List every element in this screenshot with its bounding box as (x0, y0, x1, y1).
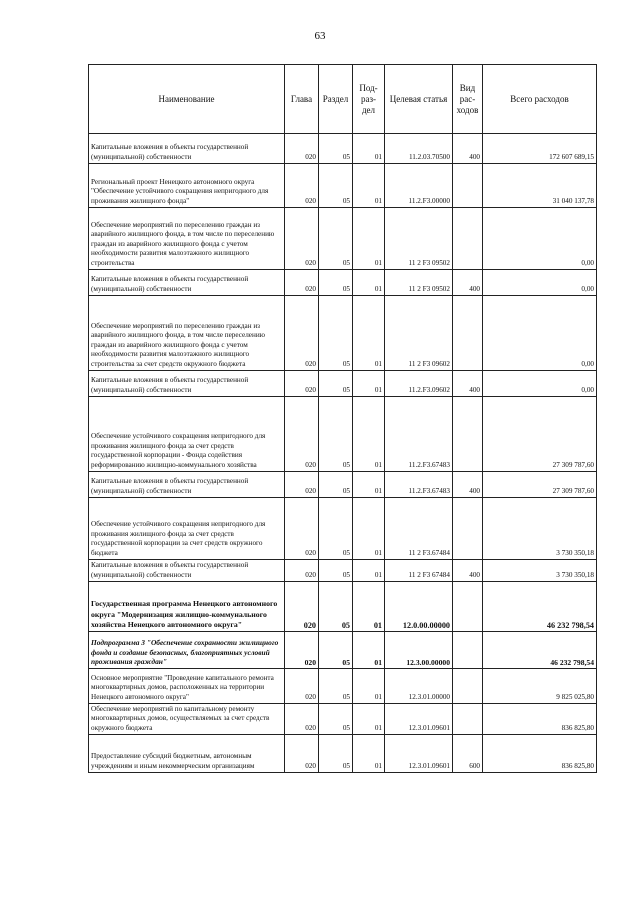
row-chapter: 020 (285, 296, 319, 371)
row-name: Государственная программа Ненецкого автономного округа "Модернизация жилищно-коммунального хозяйства Ненецкого автономного округа" (89, 582, 285, 632)
row-subsection: 01 (353, 397, 385, 472)
row-name: Предоставление субсидий бюджетным, автономным учреждениям и иным некоммерческим организациям (89, 735, 285, 773)
row-section: 05 (319, 582, 353, 632)
row-subsection: 01 (353, 208, 385, 270)
row-section: 05 (319, 498, 353, 560)
table-row (89, 371, 597, 397)
row-total: 46 232 798,54 (483, 582, 597, 632)
header-chapter: Глава (285, 65, 319, 134)
row-name: Капитальные вложения в объекты государственной (муниципальной) собственности (89, 134, 285, 164)
row-article: 11.2.F3.67483 (385, 472, 453, 498)
row-article: 11.2.F3.00000 (385, 164, 453, 208)
row-chapter: 020 (285, 270, 319, 296)
row-subsection: 01 (353, 296, 385, 371)
row-section: 05 (319, 296, 353, 371)
row-total: 0,00 (483, 270, 597, 296)
row-chapter: 020 (285, 560, 319, 582)
row-chapter: 020 (285, 735, 319, 773)
row-name: Обеспечение мероприятий по капитальному ремонту многоквартирных домов, осуществляемых за счет средств окружного бюджета (89, 704, 285, 735)
row-article: 11.2.03.70500 (385, 134, 453, 164)
table-row (89, 582, 597, 632)
row-expense-type: 400 (453, 371, 483, 397)
row-subsection: 01 (353, 632, 385, 669)
header-total: Всего расходов (483, 65, 597, 134)
header-expense-type: Вид рас-ходов (453, 65, 483, 134)
table-row (89, 208, 597, 270)
row-section: 05 (319, 270, 353, 296)
table-row (89, 397, 597, 472)
row-name: Капитальные вложения в объекты государственной (муниципальной) собственности (89, 270, 285, 296)
table-row (89, 472, 597, 498)
row-expense-type (453, 397, 483, 472)
row-subsection: 01 (353, 582, 385, 632)
header-name: Наименование (89, 65, 285, 134)
row-expense-type (453, 208, 483, 270)
row-name: Капитальные вложения в объекты государственной (муниципальной) собственности (89, 472, 285, 498)
row-total: 3 730 350,18 (483, 498, 597, 560)
row-expense-type: 400 (453, 270, 483, 296)
row-expense-type (453, 704, 483, 735)
header-subsection: Под-раз-дел (353, 65, 385, 134)
row-total: 836 825,80 (483, 704, 597, 735)
table-row (89, 669, 597, 704)
row-total: 27 309 787,60 (483, 397, 597, 472)
row-article: 11.2.F3.67483 (385, 397, 453, 472)
row-subsection: 01 (353, 735, 385, 773)
row-name: Капитальные вложения в объекты государственной (муниципальной) собственности (89, 560, 285, 582)
row-article: 11.2.F3.09602 (385, 371, 453, 397)
row-expense-type (453, 498, 483, 560)
budget-table (88, 64, 597, 773)
row-expense-type (453, 296, 483, 371)
row-chapter: 020 (285, 134, 319, 164)
row-chapter: 020 (285, 208, 319, 270)
row-subsection: 01 (353, 164, 385, 208)
row-article: 11 2 F3 09502 (385, 270, 453, 296)
row-section: 05 (319, 208, 353, 270)
row-subsection: 01 (353, 134, 385, 164)
row-total: 0,00 (483, 371, 597, 397)
table-row (89, 735, 597, 773)
row-name: Региональный проект Ненецкого автономного округа "Обеспечение устойчивого сокращения непригодного для проживания жилищного фонда" (89, 164, 285, 208)
row-chapter: 020 (285, 669, 319, 704)
row-total: 172 607 689,15 (483, 134, 597, 164)
row-article: 11 2 F3 67484 (385, 560, 453, 582)
row-section: 05 (319, 397, 353, 472)
row-total: 836 825,80 (483, 735, 597, 773)
row-article: 11 2 F3 09602 (385, 296, 453, 371)
row-article: 12.0.00.00000 (385, 582, 453, 632)
row-expense-type: 400 (453, 560, 483, 582)
row-subsection: 01 (353, 472, 385, 498)
row-chapter: 020 (285, 164, 319, 208)
row-name: Обеспечение устойчивого сокращения непригодного для проживания жилищного фонда за счет средств государственной корпорации - Фонда содействия реформированию жилищно-коммунального хозяйства (89, 397, 285, 472)
row-section: 05 (319, 669, 353, 704)
row-name: Обеспечение мероприятий по переселению граждан из аварийного жилищного фонда, в том числе переселению граждан из аварийного жилищного фонда с учетом необходимости развития малоэтажного жилищного строительства за счет средств окружного бюджета (89, 296, 285, 371)
row-expense-type (453, 669, 483, 704)
row-section: 05 (319, 735, 353, 773)
row-expense-type: 400 (453, 472, 483, 498)
row-article: 12.3.01.00000 (385, 669, 453, 704)
row-section: 05 (319, 704, 353, 735)
row-chapter: 020 (285, 371, 319, 397)
row-name: Основное мероприятие "Проведение капитального ремонта многоквартирных домов, расположенных на территории Ненецкого автономного округа" (89, 669, 285, 704)
row-total: 31 040 137,78 (483, 164, 597, 208)
row-chapter: 020 (285, 498, 319, 560)
row-subsection: 01 (353, 669, 385, 704)
row-total: 3 730 350,18 (483, 560, 597, 582)
row-article: 11 2 F3 09502 (385, 208, 453, 270)
row-chapter: 020 (285, 472, 319, 498)
row-chapter: 020 (285, 704, 319, 735)
row-subsection: 01 (353, 498, 385, 560)
row-name: Обеспечение мероприятий по переселению граждан из аварийного жилищного фонда, в том числе по переселению граждан из аварийного жилищного фонда с учетом необходимости развития малоэтажного жилищного строительства (89, 208, 285, 270)
header-row (89, 65, 597, 134)
row-section: 05 (319, 632, 353, 669)
row-name: Капитальные вложения в объекты государственной (муниципальной) собственности (89, 371, 285, 397)
row-chapter: 020 (285, 632, 319, 669)
row-total: 9 825 025,80 (483, 669, 597, 704)
page-number: 63 (314, 30, 326, 42)
table-row (89, 296, 597, 371)
row-expense-type (453, 582, 483, 632)
row-total: 0,00 (483, 296, 597, 371)
table-row (89, 632, 597, 669)
table-row (89, 704, 597, 735)
row-subsection: 01 (353, 560, 385, 582)
row-article: 11 2 F3.67484 (385, 498, 453, 560)
row-subsection: 01 (353, 704, 385, 735)
row-expense-type (453, 632, 483, 669)
row-name: Подпрограмма 3 "Обеспечение сохранности жилищного фонда и создание безопасных, благоприятных условий проживания граждан" (89, 632, 285, 669)
row-article: 12.3.01.09601 (385, 704, 453, 735)
header-section: Раздел (319, 65, 353, 134)
row-section: 05 (319, 560, 353, 582)
row-total: 46 232 798,54 (483, 632, 597, 669)
row-expense-type: 400 (453, 134, 483, 164)
row-section: 05 (319, 371, 353, 397)
row-subsection: 01 (353, 371, 385, 397)
table-row (89, 134, 597, 164)
row-total: 0,00 (483, 208, 597, 270)
row-chapter: 020 (285, 397, 319, 472)
table-row (89, 270, 597, 296)
row-section: 05 (319, 134, 353, 164)
row-expense-type: 600 (453, 735, 483, 773)
table-row (89, 498, 597, 560)
row-expense-type (453, 164, 483, 208)
row-section: 05 (319, 472, 353, 498)
header-article: Целевая статья (385, 65, 453, 134)
row-name: Обеспечение устойчивого сокращения непригодного для проживания жилищного фонда за счет средств государственной корпорации за счет средств окружного бюджета (89, 498, 285, 560)
row-article: 12.3.00.00000 (385, 632, 453, 669)
table-row (89, 560, 597, 582)
row-article: 12.3.01.09601 (385, 735, 453, 773)
row-total: 27 309 787,60 (483, 472, 597, 498)
row-section: 05 (319, 164, 353, 208)
table-row (89, 164, 597, 208)
row-chapter: 020 (285, 582, 319, 632)
row-subsection: 01 (353, 270, 385, 296)
